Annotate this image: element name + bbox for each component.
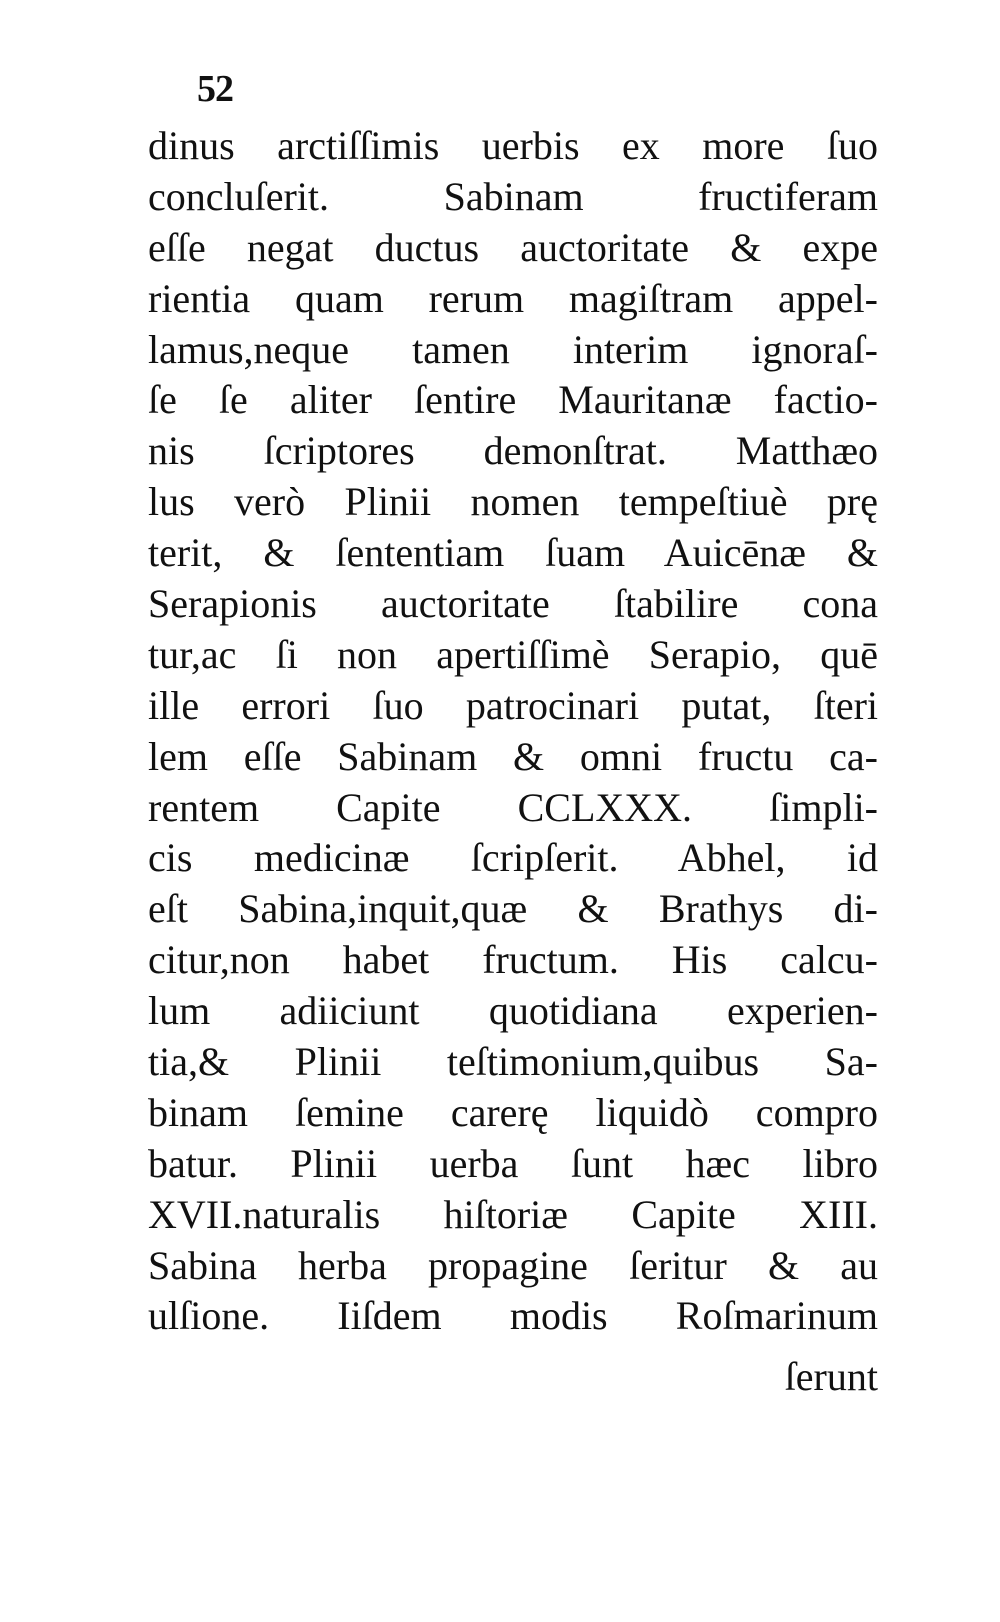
text-line: terit, & ſententiam ſuam Auicēnæ & (148, 530, 878, 576)
text-line: lem eſſe Sabinam & omni fructu ca- (148, 733, 878, 779)
text-line: Sabina herba propagine ſeritur & au (148, 1242, 878, 1288)
text-line: XVII.naturalis hiſtoriæ Capite XIII. (148, 1191, 878, 1237)
text-line: ulſione. Iiſdem modis Roſmarinum (148, 1293, 878, 1339)
page-number: 52 (197, 68, 233, 110)
text-line: rentem Capite CCLXXX. ſimpli- (148, 784, 878, 830)
text-line: lum adiiciunt quotidiana experien- (148, 988, 878, 1034)
text-line: ſe ſe aliter ſentire Mauritanæ factio- (148, 377, 878, 423)
text-line: lamus,neque tamen interim ignoraſ- (148, 326, 878, 372)
text-line: eſſe negat ductus auctoritate & expe (148, 224, 878, 270)
text-line: rientia quam rerum magiſtram appel- (148, 275, 878, 321)
text-line: ille errori ſuo patrocinari putat, ſteri (148, 682, 878, 728)
text-line: batur. Plinii uerba ſunt hæc libro (148, 1140, 878, 1186)
text-line: tur,ac ſi non apertiſſimè Serapio, quē (148, 631, 878, 677)
text-line: Serapionis auctoritate ſtabilire cona (148, 581, 878, 627)
text-line: tia,& Plinii teſtimonium,quibus Sa- (148, 1039, 878, 1085)
text-line: nis ſcriptores demonſtrat. Matthæo (148, 428, 878, 474)
text-line: eſt Sabina,inquit,quæ & Brathys di- (148, 886, 878, 932)
text-line: citur,non habet fructum. His calcu- (148, 937, 878, 983)
text-line: concluſerit. Sabinam fructiferam (148, 173, 878, 219)
text-line: binam ſemine carerę liquidò compro (148, 1089, 878, 1135)
catchword: ſerunt (784, 1354, 878, 1399)
text-block (148, 121, 878, 1342)
text-line: dinus arctiſſimis uerbis ex more ſuo (148, 123, 878, 168)
text-line: lus verò Plinii nomen tempeſtiuè prę (148, 479, 878, 525)
text-line: cis medicinæ ſcripſerit. Abhel, id (148, 835, 878, 881)
